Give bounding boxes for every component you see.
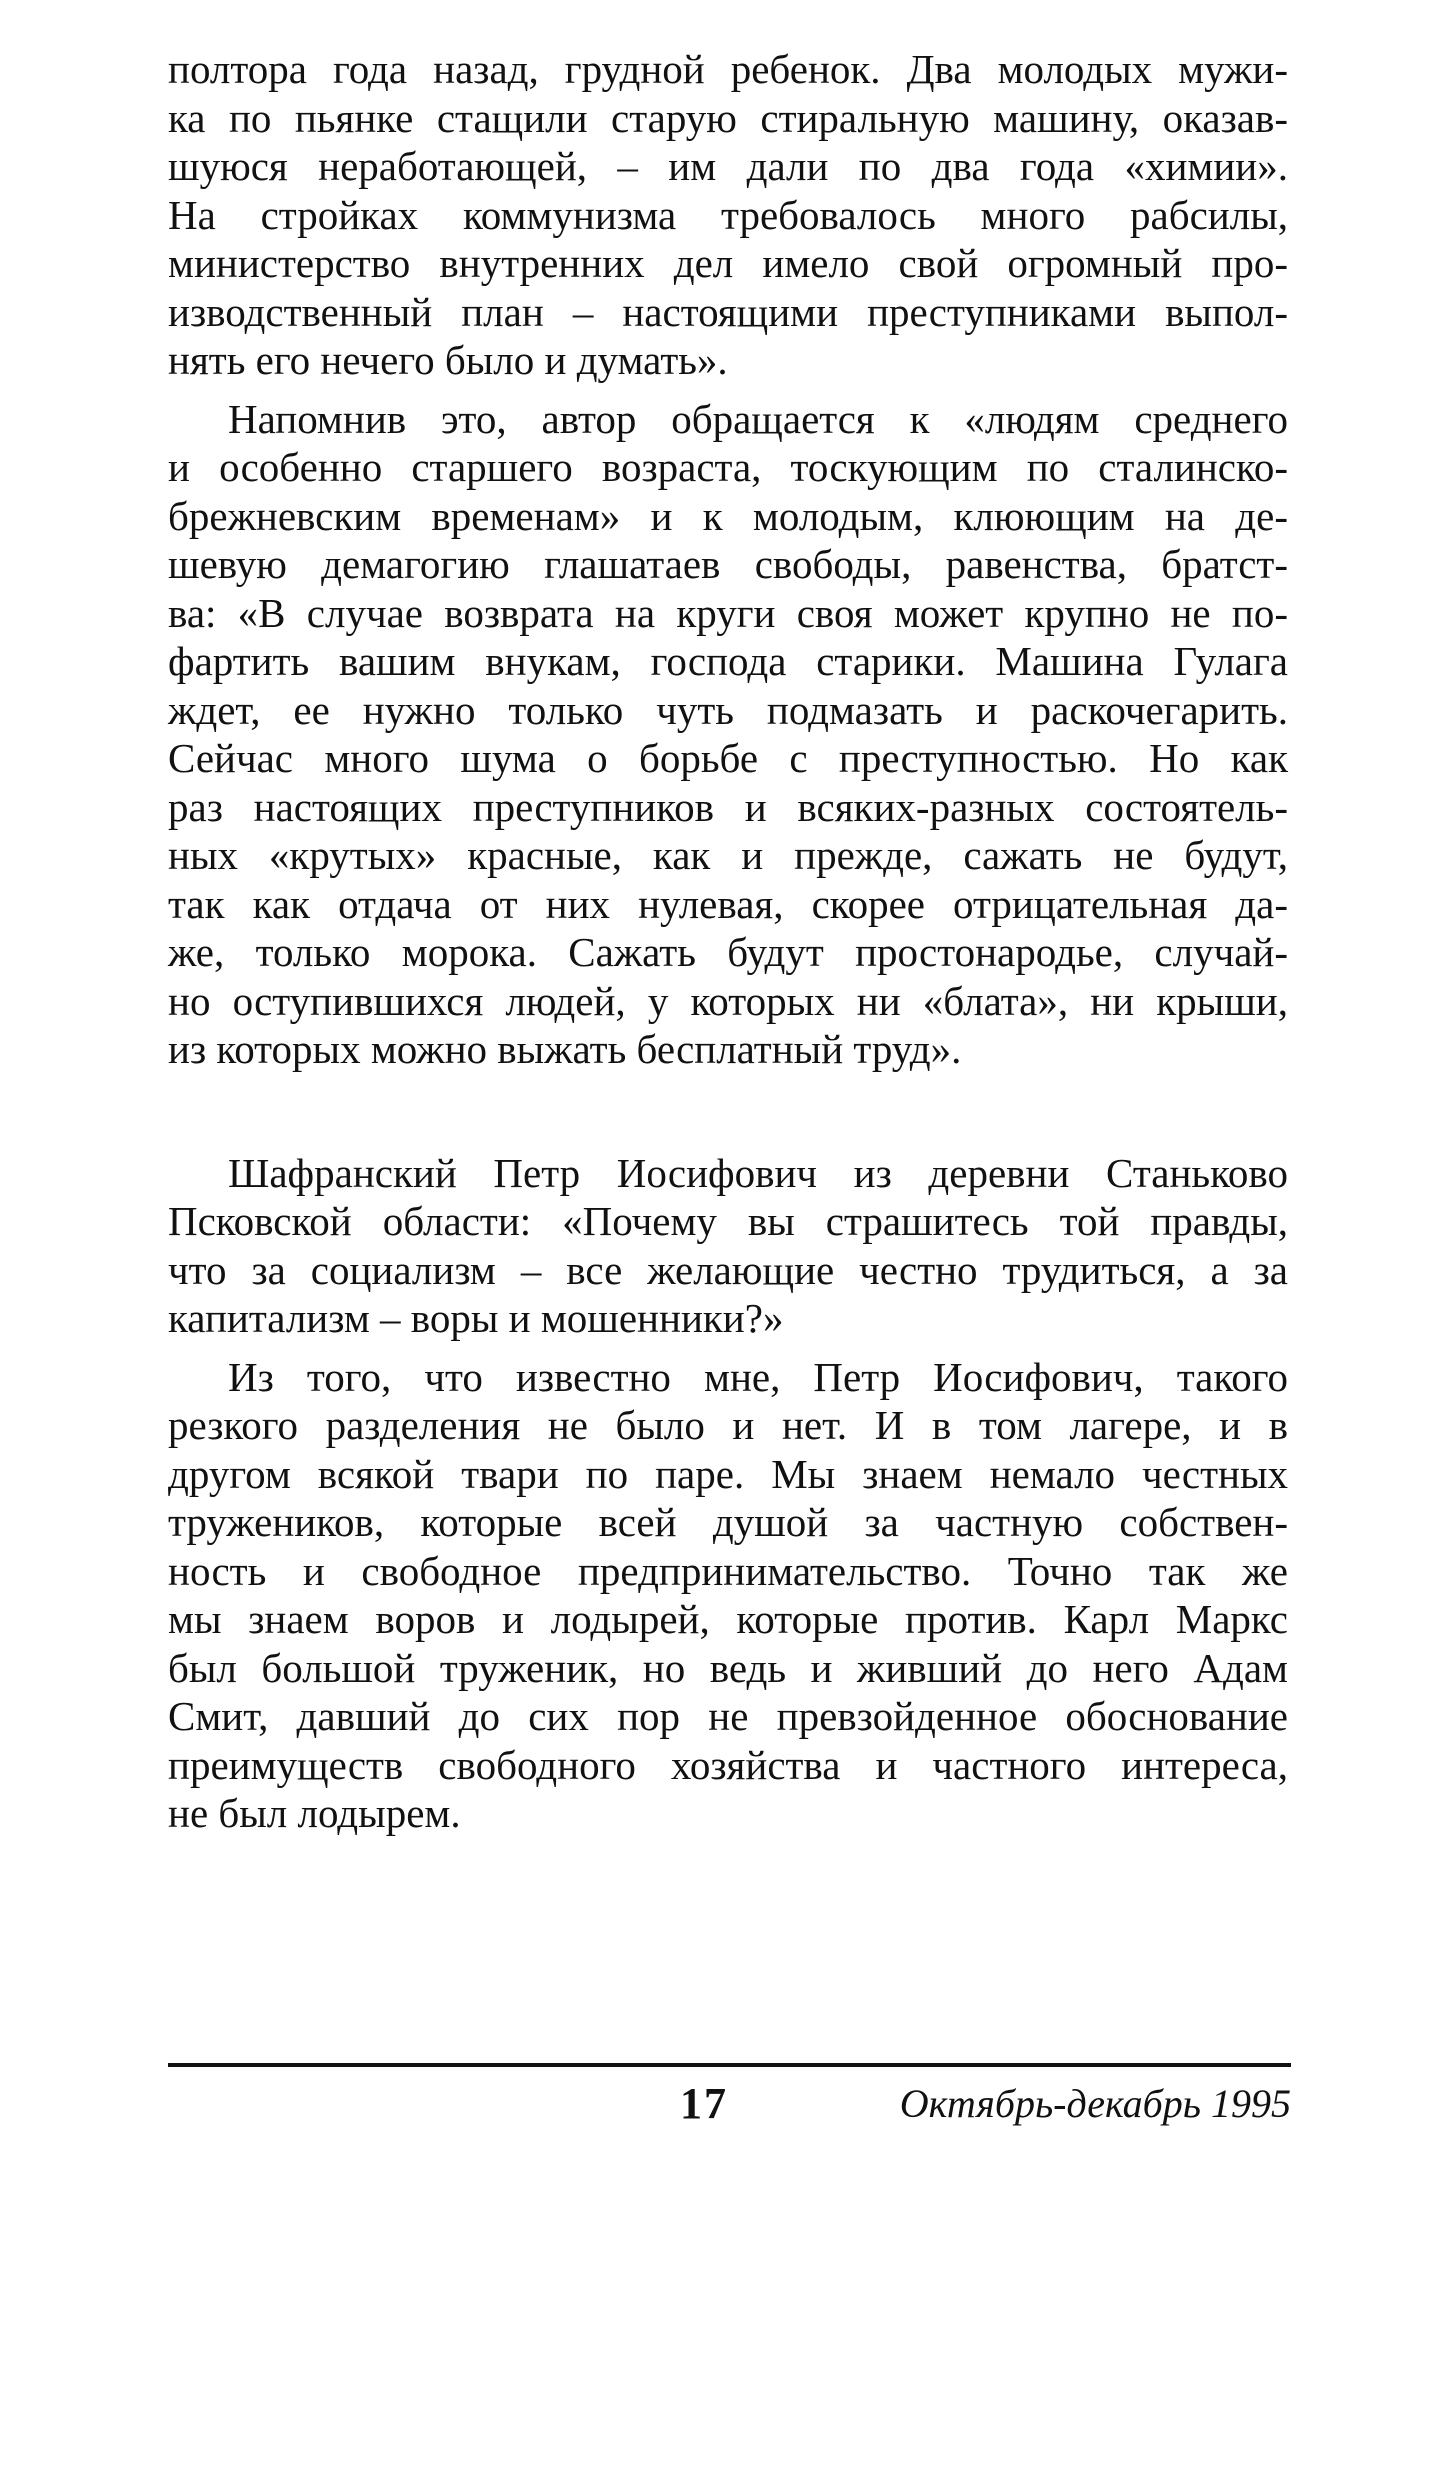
text-line: из которых можно выжать бесплатный труд».	[168, 1026, 962, 1072]
text-line: был большой труженик, но ведь и живший до него Адам	[168, 1644, 1288, 1691]
page-footer	[168, 2078, 1291, 2138]
text-line: но оступившихся людей, у которых ни «блата», ни крыши,	[168, 977, 1288, 1024]
text-line: преимуществ свободного хозяйства и частного интереса,	[168, 1741, 1288, 1788]
text-line: полтора года назад, грудной ребенок. Два молодых мужи-	[168, 46, 1288, 92]
text-line: мы знаем воров и лодырей, которые против. Карл Маркс	[168, 1596, 1288, 1642]
text-line: ных «крутых» красные, как и прежде, сажать не будут,	[168, 832, 1288, 878]
text-line: же, только морока. Сажать будут простонародье, случай-	[168, 929, 1288, 975]
text-line: Смит, давший до сих пор не превзойденное обоснование	[168, 1693, 1288, 1739]
text-line: так как отдача от них нулевая, скорее отрицательная да-	[168, 880, 1288, 927]
text-line: раз настоящих преступников и всяких-разных состоятель-	[168, 783, 1288, 830]
text-line: резкого разделения не было и нет. И в том лагере, и в	[168, 1402, 1288, 1448]
text-line: не был лодырем.	[168, 1790, 461, 1836]
text-line: другом всякой твари по паре. Мы знаем немало честных	[168, 1450, 1288, 1497]
text-line: изводственный план – настоящими преступниками выпол-	[168, 288, 1288, 335]
text-line: шуюся неработающей, – им дали по два года «химии».	[168, 143, 1288, 189]
text-line: нять его нечего было и думать».	[168, 337, 728, 383]
text-line: брежневским временам» и к молодым, клюющим на де-	[168, 492, 1288, 539]
article-body	[168, 45, 1288, 1838]
text-line: Шафранский Петр Иосифович из деревни Станьково	[228, 1149, 1288, 1196]
text-line: фартить вашим внукам, господа старики. Машина Гулага	[168, 638, 1288, 684]
text-line: тружеников, которые всей душой за частную собствен-	[168, 1499, 1288, 1545]
text-line: Псковской области: «Почему вы страшитесь той правды,	[168, 1198, 1288, 1244]
text-line: капитализм – воры и мошенники?»	[168, 1295, 784, 1341]
page-number: 17	[680, 2079, 728, 2128]
text-line: ждет, ее нужно только чуть подмазать и раскочегарить.	[168, 686, 1288, 733]
text-line: шевую демагогию глашатаев свободы, равенства, братст-	[168, 541, 1288, 587]
footer-rule	[168, 2063, 1291, 2067]
text-line: ва: «В случае возврата на круги своя может крупно не по-	[168, 589, 1288, 636]
text-line: ка по пьянке стащили старую стиральную машину, оказав-	[168, 94, 1288, 141]
text-line: Из того, что известно мне, Петр Иосифович, такого	[228, 1353, 1288, 1400]
text-line: что за социализм – все желающие честно трудиться, а за	[168, 1246, 1288, 1293]
issue-date: Октябрь-декабрь 1995	[899, 2081, 1291, 2126]
text-line: Сейчас много шума о борьбе с преступностью. Но как	[168, 735, 1288, 781]
text-line: ность и свободное предпринимательство. Точно так же	[168, 1547, 1288, 1594]
text-line: и особенно старшего возраста, тоскующим по сталинско-	[168, 444, 1288, 490]
text-line: На стройках коммунизма требовалось много рабсилы,	[168, 191, 1288, 238]
text-line: Напомнив это, автор обращается к «людям среднего	[228, 395, 1288, 442]
text-line: министерство внутренних дел имело свой огромный про-	[168, 240, 1288, 286]
